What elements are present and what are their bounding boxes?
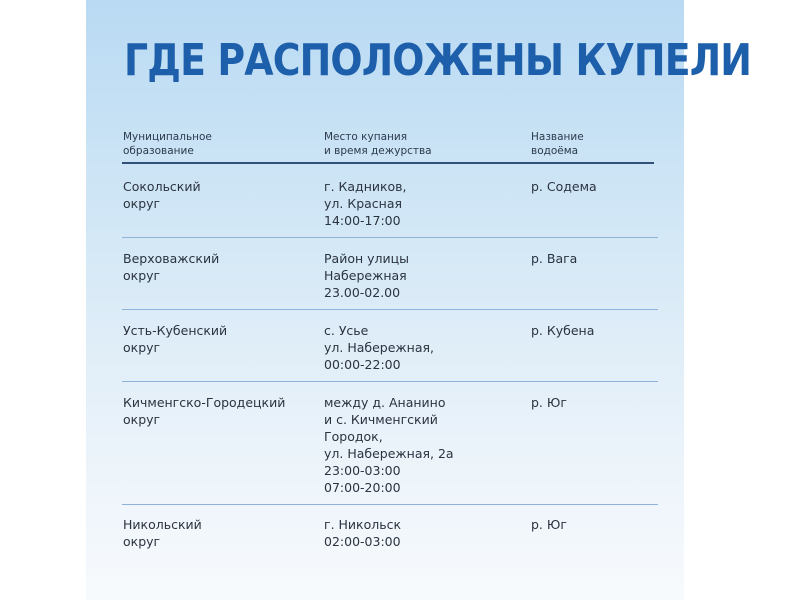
water-cell: р. Юг <box>531 395 567 410</box>
table-header <box>122 130 654 164</box>
table-row <box>122 178 658 238</box>
water-cell: р. Вага <box>531 251 578 266</box>
table-row <box>122 250 658 310</box>
water-cell: р. Содема <box>531 179 597 194</box>
water-cell: р. Кубена <box>531 323 595 338</box>
district-cell: Сокольский округ <box>123 179 201 211</box>
table-row <box>122 516 658 560</box>
table-row <box>122 394 658 505</box>
header-municipality: Муниципальное образование <box>123 131 212 157</box>
header-place-time: Место купания и время дежурства <box>324 131 432 157</box>
district-cell: Усть-Кубенский округ <box>123 323 228 355</box>
district-cell: Кичменгско-Городецкий округ <box>123 395 286 427</box>
place-cell: г. Никольск 02:00-03:00 <box>324 517 402 549</box>
water-cell: р. Юг <box>531 517 567 532</box>
place-cell: между д. Ананино и с. Кичменгский Городок, ул. Набережная, 2а 23:00-03:00 07:00-20:00 <box>324 395 454 495</box>
header-water-body: Название водоёма <box>531 131 584 157</box>
page-title: ГДЕ РАСПОЛОЖЕНЫ КУПЕЛИ <box>124 35 752 86</box>
place-cell: г. Кадников, ул. Красная 14:00-17:00 <box>324 179 407 228</box>
district-cell: Верховажский округ <box>123 251 220 283</box>
district-cell: Никольский округ <box>123 517 202 549</box>
table-row <box>122 322 658 382</box>
info-card <box>86 0 752 600</box>
place-cell: с. Усье ул. Набережная, 00:00-22:00 <box>324 323 435 372</box>
place-cell: Район улицы Набережная 23.00-02.00 <box>324 251 410 300</box>
